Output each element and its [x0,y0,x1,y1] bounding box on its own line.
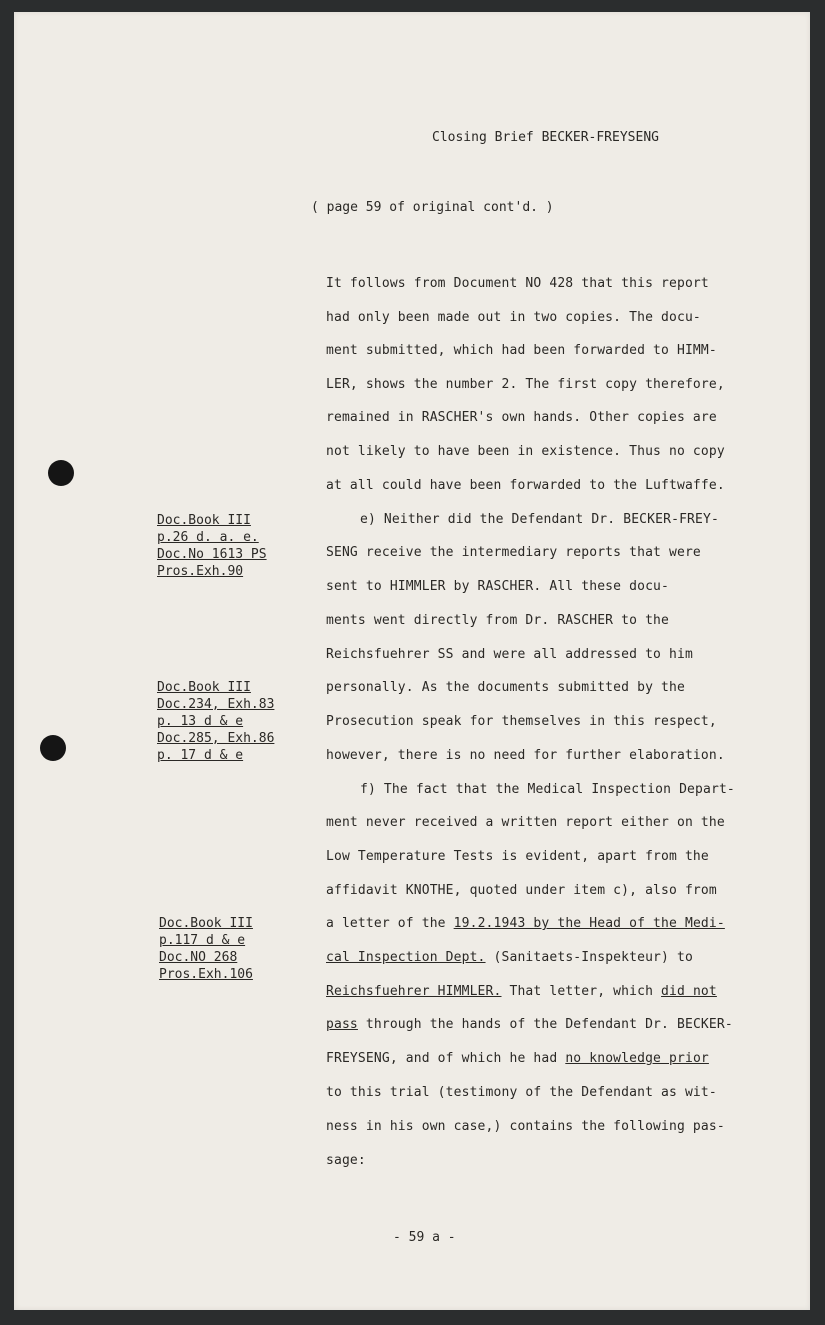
body-line: sent to HIMMLER by RASCHER. All these docu- [326,579,669,594]
body-line: ness in his own case,) contains the following pas- [326,1119,725,1134]
body-line: remained in RASCHER's own hands. Other copies are [326,410,717,425]
body-line: f) The fact that the Medical Inspection Depart- [360,782,735,797]
body-line: a letter of the 19.2.1943 by the Head of the Medi- [326,916,725,931]
margin-note-2: Doc.Book III Doc.234, Exh.83 p. 13 d & e Doc.285, Exh.86 p. 17 d & e [157,680,275,763]
body-line: ment submitted, which had been forwarded to HIMM- [326,343,717,358]
body-line: at all could have been forwarded to the Luftwaffe. [326,478,725,493]
body-line: SENG receive the intermediary reports that were [326,545,701,560]
document-page [14,12,810,1310]
body-line: personally. As the documents submitted by the [326,680,685,695]
body-line: however, there is no need for further elaboration. [326,748,725,763]
body-line: LER, shows the number 2. The first copy therefore, [326,377,725,392]
punch-hole [40,735,66,761]
page-number: - 59 a - [393,1230,456,1245]
body-line: sage: [326,1153,366,1168]
continuation-note: ( page 59 of original cont'd. ) [311,200,554,215]
page-header: Closing Brief BECKER-FREYSENG [432,130,659,145]
margin-note-3: Doc.Book III p.117 d & e Doc.NO 268 Pros.Exh.106 [159,916,253,982]
body-line: had only been made out in two copies. The docu- [326,310,701,325]
body-line: Reichsfuehrer SS and were all addressed to him [326,647,693,662]
body-line: to this trial (testimony of the Defendant as wit- [326,1085,717,1100]
body-line: FREYSENG, and of which he had no knowledge prior [326,1051,709,1066]
body-line: pass through the hands of the Defendant Dr. BECKER- [326,1017,733,1032]
punch-hole [48,460,74,486]
body-line: not likely to have been in existence. Thus no copy [326,444,725,459]
body-line: It follows from Document NO 428 that this report [326,276,709,291]
body-line: Reichsfuehrer HIMMLER. That letter, which did not [326,984,717,999]
margin-note-1: Doc.Book III p.26 d. a. e. Doc.No 1613 PS Pros.Exh.90 [157,513,267,579]
body-line: e) Neither did the Defendant Dr. BECKER-FREY- [360,512,719,527]
body-line: ment never received a written report either on the [326,815,725,830]
body-line: cal Inspection Dept. (Sanitaets-Inspekteur) to [326,950,693,965]
body-line: ments went directly from Dr. RASCHER to the [326,613,669,628]
body-line: Low Temperature Tests is evident, apart from the [326,849,709,864]
body-line: affidavit KNOTHE, quoted under item c), also from [326,883,717,898]
body-line: Prosecution speak for themselves in this respect, [326,714,717,729]
